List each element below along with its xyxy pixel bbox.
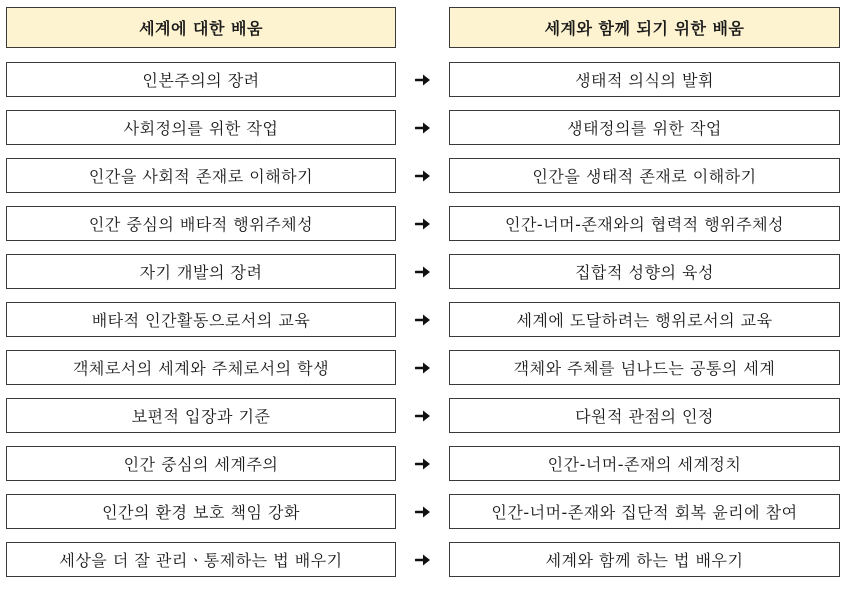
row-right-cell: 세계와 함께 하는 법 배우기: [449, 542, 840, 577]
row-right-cell: 다원적 관점의 인정: [449, 398, 840, 433]
row-left-cell: 객체로서의 세계와 주체로서의 학생: [6, 350, 396, 385]
row-left-cell: 배타적 인간활동으로서의 교육: [6, 302, 396, 337]
row-right-cell: 세계에 도달하려는 행위로서의 교육: [449, 302, 840, 337]
right-arrow-icon: [413, 118, 433, 138]
row-right-cell: 생태정의를 위한 작업: [449, 110, 840, 145]
row-left-cell: 인간 중심의 세계주의: [6, 446, 396, 481]
right-arrow-icon: [413, 166, 433, 186]
header-left-title: 세계에 대한 배움: [6, 7, 396, 48]
right-arrow-icon: [413, 214, 433, 234]
row-left-cell: 인간의 환경 보호 책임 강화: [6, 494, 396, 529]
row-left-cell: 세상을 더 잘 관리ㆍ통제하는 법 배우기: [6, 542, 396, 577]
right-arrow-icon: [413, 262, 433, 282]
right-arrow-icon: [413, 406, 433, 426]
row-right-cell: 집합적 성향의 육성: [449, 254, 840, 289]
row-left-cell: 자기 개발의 장려: [6, 254, 396, 289]
row-right-cell: 인간을 생태적 존재로 이해하기: [449, 158, 840, 193]
right-arrow-icon: [413, 310, 433, 330]
row-right-cell: 생태적 의식의 발휘: [449, 62, 840, 97]
right-arrow-icon: [413, 358, 433, 378]
right-arrow-icon: [413, 70, 433, 90]
header-right-title: 세계와 함께 되기 위한 배움: [449, 7, 840, 48]
row-left-cell: 보편적 입장과 기준: [6, 398, 396, 433]
row-left-cell: 인본주의의 장려: [6, 62, 396, 97]
row-right-cell: 인간-너머-존재의 세계정치: [449, 446, 840, 481]
right-arrow-icon: [413, 550, 433, 570]
right-arrow-icon: [413, 454, 433, 474]
row-left-cell: 사회정의를 위한 작업: [6, 110, 396, 145]
row-left-cell: 인간을 사회적 존재로 이해하기: [6, 158, 396, 193]
row-right-cell: 인간-너머-존재와의 협력적 행위주체성: [449, 206, 840, 241]
row-left-cell: 인간 중심의 배타적 행위주체성: [6, 206, 396, 241]
row-right-cell: 객체와 주체를 넘나드는 공통의 세계: [449, 350, 840, 385]
right-arrow-icon: [413, 502, 433, 522]
row-right-cell: 인간-너머-존재와 집단적 회복 윤리에 참여: [449, 494, 840, 529]
